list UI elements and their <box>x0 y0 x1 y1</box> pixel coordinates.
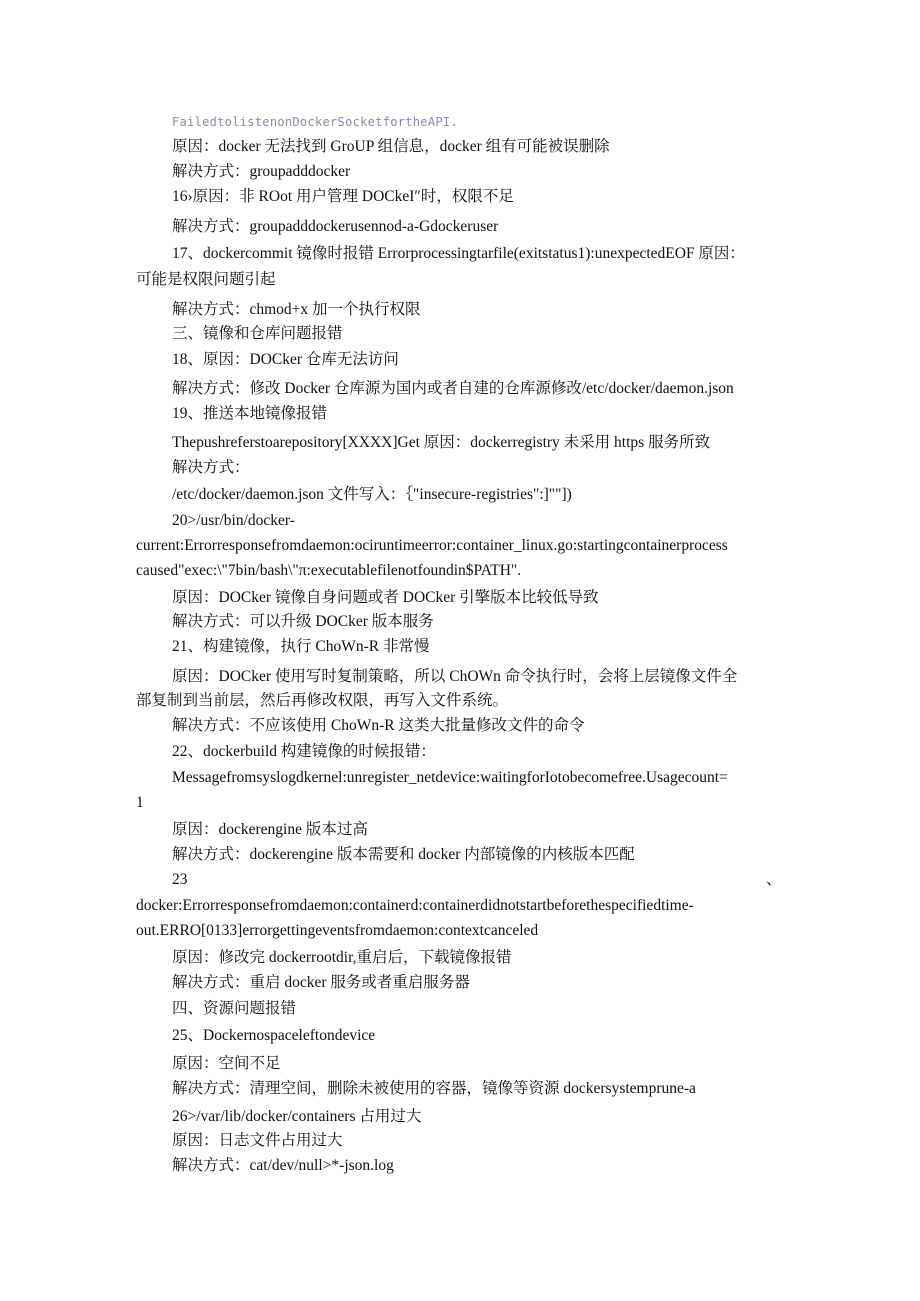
text-line: 原因：日志文件占用过大 <box>172 1132 343 1149</box>
text-line: 部复制到当前层，然后再修改权限，再写入文件系统。 <box>136 692 509 709</box>
text-line: 16›原因：非 ROot 用户管理 DOCkeI″时，权限不足 <box>172 188 514 205</box>
text-line: 1 <box>136 794 144 811</box>
text-line: 解决方式：清理空间，删除未被使用的容器，镜像等资源 dockersystemprune-a <box>172 1080 696 1097</box>
text-line: 20>/usr/bin/docker- <box>172 512 295 529</box>
text-line: caused"exec:\"7bin/bash\"π:executablefilenotfoundin$PATH". <box>136 562 522 579</box>
text-line: docker:Errorresponsefromdaemon:containerd:containerdidnotstartbeforethespecifiedtime- <box>136 897 694 914</box>
text-line: FailedtolistenonDockerSocketfortheAPI. <box>172 115 458 129</box>
text-line: /etc/docker/daemon.json 文件写入：｛"insecure-registries":]""]) <box>172 486 572 503</box>
text-line: 原因：dockerengine 版本过高 <box>172 821 368 838</box>
text-line: 26>/var/lib/docker/containers 占用过大 <box>172 1108 422 1125</box>
text-line: 解决方式：可以升级 DOCker 版本服务 <box>172 613 434 630</box>
text-line: 解决方式：groupadddocker <box>172 163 351 180</box>
text-line: 解决方式：groupadddockerusennod-a-Gdockeruser <box>172 218 499 235</box>
text-line: 解决方式：重启 docker 服务或者重启服务器 <box>172 974 470 991</box>
text-fragment: 、 <box>766 871 782 888</box>
text-line: 解决方式： <box>172 459 250 476</box>
text-line: 可能是权限问题引起 <box>136 271 276 288</box>
text-line: 17、dockercommit 镜像时报错 Errorprocessingtarfile(exitstatus1):unexpectedEOF 原因： <box>172 245 745 262</box>
text-line: 解决方式：不应该使用 ChoWn-R 这类大批量修改文件的命令 <box>172 717 585 734</box>
text-line: 解决方式：修改 Docker 仓库源为国内或者自建的仓库源修改/etc/docker/daemon.json <box>172 380 734 397</box>
text-line: 19、推送本地镜像报错 <box>172 405 328 422</box>
text-line: 解决方式：cat/dev/null>*-json.log <box>172 1157 394 1174</box>
text-line: 原因：DOCker 镜像自身问题或者 DOCker 引擎版本比较低导致 <box>172 589 599 606</box>
text-line: Messagefromsyslogdkernel:unregister_netdevice:waitingforIotobecomefree.Usagecount= <box>172 769 728 786</box>
text-line: 25、Dockernospaceleftondevice <box>172 1027 376 1044</box>
text-line: out.ERRO[0133]errorgettingeventsfromdaemon:contextcanceled <box>136 922 539 939</box>
text-line: 22、dockerbuild 构建镜像的时候报错： <box>172 743 436 760</box>
section-heading: 三、镜像和仓库问题报错 <box>172 325 343 342</box>
text-line: 解决方式：dockerengine 版本需要和 docker 内部镜像的内核版本匹配 <box>172 846 635 863</box>
text-line: current:Errorresponsefromdaemon:ociruntimeerror:container_linux.go:startingcontainerprocess <box>136 537 728 554</box>
text-line: 原因：DOCker 使用写时复制策略，所以 ChOWn 命令执行时，会将上层镜像文件全 <box>172 668 738 685</box>
text-line: 18、原因：DOCker 仓库无法访问 <box>172 351 399 368</box>
section-heading: 四、资源问题报错 <box>172 1000 297 1017</box>
text-line: 解决方式：chmod+x 加一个执行权限 <box>172 301 421 318</box>
text-line: 23 <box>172 871 188 888</box>
text-line: Thepushreferstoarepository[XXXX]Get 原因：dockerregistry 未采用 https 服务所致 <box>172 434 711 451</box>
text-line: 原因：docker 无法找到 GroUP 组信息，docker 组有可能被误删除 <box>172 138 610 155</box>
text-line: 原因：修改完 dockerrootdir,重启后，下载镜像报错 <box>172 949 512 966</box>
text-line: 原因：空间不足 <box>172 1055 281 1072</box>
text-line: 21、构建镜像，执行 ChoWn-R 非常慢 <box>172 638 430 655</box>
